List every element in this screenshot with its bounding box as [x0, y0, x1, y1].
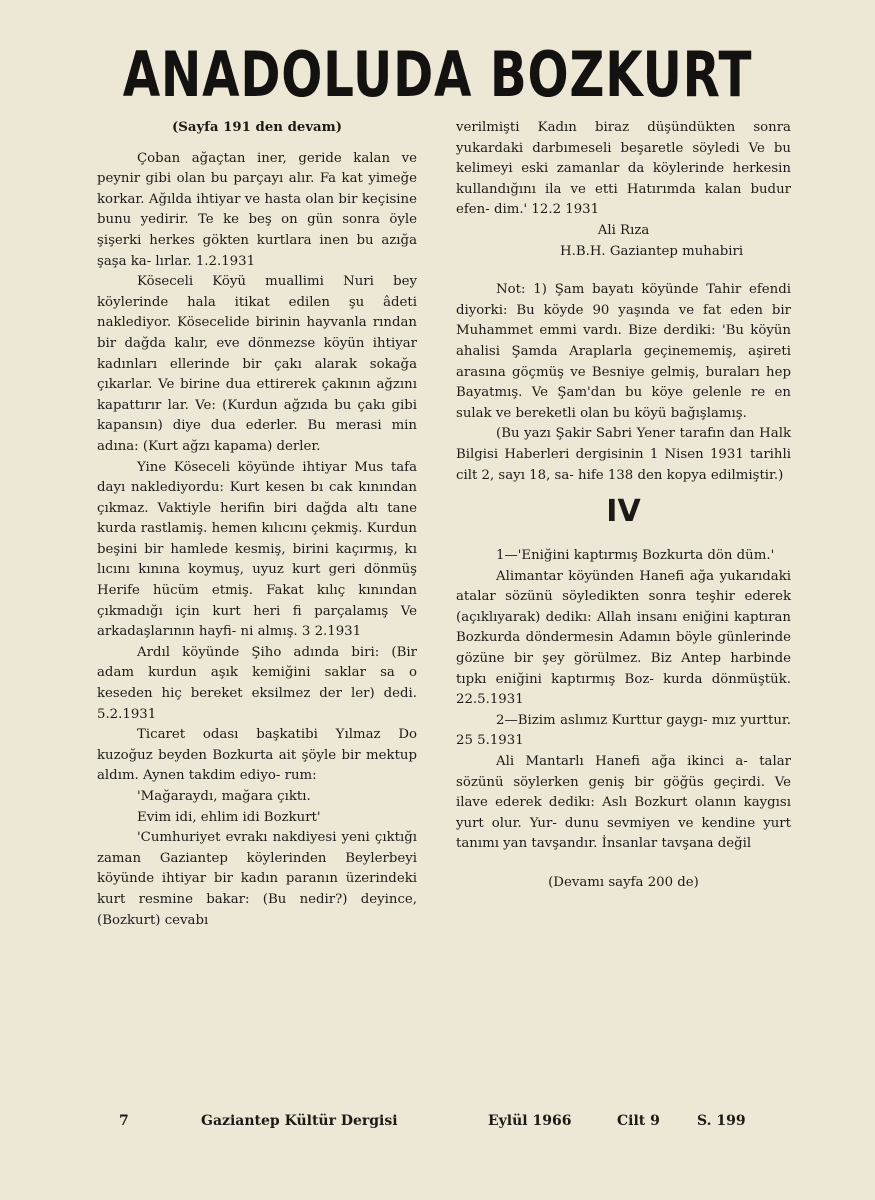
paragraph: Evim idi, ehlim idi Bozkurt' [137, 809, 321, 825]
paragraph: 1—'Eniğini kaptırmış Bozkurta dön düm.' [496, 548, 775, 564]
volume-number: Cilt 9 [617, 1113, 660, 1129]
issue-number: S. 199 [697, 1113, 746, 1129]
right-column [456, 118, 791, 894]
spacer [456, 262, 791, 280]
paragraph: verilmişti Kadın biraz düşündükten sonra yukardaki darbımeseli beşaretle söyledi Ve bu kelimeyi eski zamanlar da köylerinde herkesin kullandığını ila ve etti Hatırımda kalan budur efen- dim.' 12.2 1931 [456, 120, 791, 218]
paragraph: Alimantar köyünden Hanefi ağa yukarıdaki atalar sözünü söyledikten sonra teşhir ederek (açıklıyarak) dedikı: Allah insanı eniğini kaptıran Bozkurda döndermesin Adamın böyle günlerinde gözüne bir şey görülmez. Biz Antep harbinde tıpkı eniğini kaptırmış Boz- kurda dönmüştük. 22.5.1931 [456, 568, 791, 708]
paragraph: Ardıl köyünde Şiho adında biri: (Bir adam kurdun aşık kemiğini saklar sa o keseden hiç bereket eksilmez der ler) dedi. 5.2.1931 [97, 644, 417, 722]
page-number: 7 [119, 1113, 129, 1129]
paragraph: Not: 1) Şam bayatı köyünde Tahir efendi diyorki: Bu köyde 90 yaşında ve fat eden bir Muhammet emmi vardı. Bize derdiki: 'Bu köyün ahalisi Şamda Araplarla geçinememiş, aşireti arasına göçmüş ve Besniye gelmiş, buraları hep Bayatmış. Ve Şam'dan bu köye gelenle re en sulak ve bereketli olan bu köyü bağışlamış. [456, 282, 791, 421]
article-title: ANADOLUDA BOZKURT [122, 38, 753, 111]
paragraph: Ali Rıza [597, 222, 650, 238]
paragraph: Çoban ağaçtan iner, geride kalan ve peynir gibi olan bu parçayı alır. Fa kat yimeğe korkar. Ağılda ihtiyar ve hasta olan bir keçisine bunu yedirir. Te ke beş on gün sonra öyle şişerki herkes gökten kurtlara inen bu azığa şaşa ka- lırlar. 1.2.1931 [97, 150, 417, 269]
paragraph: H.B.H. Gaziantep muhabiri [560, 243, 744, 259]
paragraph: 2—Bizim aslımız Kurttur gaygı- mız yurttur. 25 5.1931 [456, 712, 791, 749]
journal-name: Gaziantep Kültür Dergisi [201, 1113, 398, 1129]
issue-date: Eylül 1966 [488, 1113, 572, 1129]
paragraph: 'Mağaraydı, mağara çıktı. [137, 789, 311, 804]
section-heading: IV [606, 494, 641, 530]
paragraph: Yine Köseceli köyünde ihtiyar Mus tafa dayı naklediyordu: Kurt kesen bı cak kınından çıkmaz. Vaktiyle herifin biri dağda altı tane kurda rastlamiş. hemen kılıcını çekmiş. Kurdun beşini bir hamlede kesmiş, birini kaçırmış, kı lıcını kınına koymuş, uyuz kurt geri dönmüş Herife hücüm etmiş. Fakat kılıç kınından çıkmadığı için kurt heri fi parçalamış Ve arkadaşlarının hayfi- ni almış. 3 2.1931 [97, 459, 417, 640]
paragraph: Köseceli Köyü muallimi Nuri bey köylerinde hala itikat edilen şu âdeti naklediyor. Kösecelide birinin hayvanla rından bir dağda kalır, eve dönmezse köyün ihtiyar kadınları ellerinde bir çakı alarak sokağa çıkarlar. Ve birine dua ettirerek çakının ağzını kapattırır lar. Ve: (Kurdun ağzıda bu çakı gibi kapansın) diye dua ederler. Bu merasi min adına: (Kurt ağzı kapama) derler. [97, 274, 417, 454]
paragraph: (Sayfa 191 den devam) [171, 120, 343, 135]
paragraph: Ticaret odası başkatibi Yılmaz Do kuzoğuz beyden Bozkurta ait şöyle bir mektup aldım. Aynen takdim ediyo- rum: [97, 727, 417, 784]
spacer [97, 139, 417, 149]
paragraph: 'Cumhuriyet evrakı nakdiyesi yeni çıktığı zaman Gaziantep köylerinden Beylerbeyi köyünde ihtiyar bir kadın paranın üzerindeki kurt resmine bakar: (Bu nedir?) deyince, (Bozkurt) cevabı [97, 830, 417, 928]
left-column [97, 118, 417, 931]
paragraph: Ali Mantarlı Hanefi ağa ikinci a- talar sözünü söylerken geniş bir göğüs geçirdi. Ve ilave ederek dedikı: Aslı Bozkurt olanın kaygısı yurt olur. Yur- dunu sevmiyen ve kendine yurt tanımı yan tavşandır. İnsanlar tavşana değil [456, 754, 791, 852]
spacer [456, 855, 791, 873]
paragraph: (Bu yazı Şakir Sabri Yener tarafın dan Halk Bilgisi Haberleri dergisinin 1 Nisen 1931 tarihli cilt 2, sayı 18, sa- hife 138 den kopya edilmiştir.) [456, 426, 791, 483]
paragraph: (Devamı sayfa 200 de) [548, 875, 699, 890]
